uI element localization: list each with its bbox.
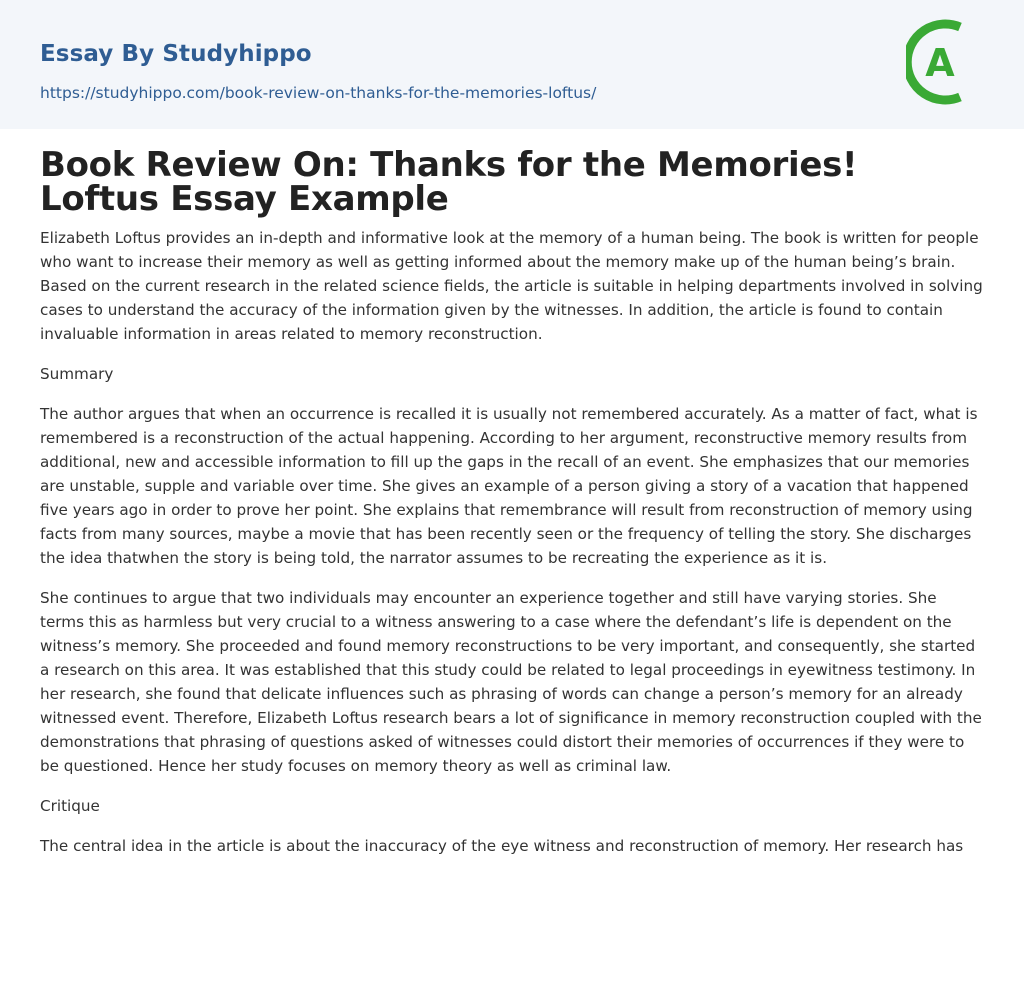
critique-paragraph: The central idea in the article is about the inaccuracy of the eye witness and reconstruction of memory. Her research has (40, 837, 964, 855)
summary-paragraph-2: She continues to argue that two individuals may encounter an experience together and still have varying stories. She terms this as harmless but very crucial to a witness answering to a case where the defendant’s life is dependent on the witness’s memory. She proceeded and found memory reconstructions to be very important, and consequently, she started a research on this area. It was established that this study could be related to legal proceedings in eyewitness testimony. In her research, she found that delicate influences such as phrasing of words can change a person’s memory for an already witnessed event. Therefore, Elizabeth Loftus research bears a lot of significance in memory reconstruction coupled with the demonstrations that phrasing of questions asked of witnesses could distort their memories of occurrences if they were to be questioned. Hence her study focuses on memory theory as well as criminal law. (40, 589, 982, 775)
site-header (0, 0, 1024, 129)
page-url-link[interactable]: https://studyhippo.com/book-review-on-thanks-for-the-memories-loftus/ (40, 84, 597, 102)
logo-letter: A (925, 41, 955, 85)
section-heading-critique: Critique (40, 797, 100, 815)
studyhippo-logo-icon[interactable] (906, 18, 990, 106)
summary-paragraph-1: The author argues that when an occurrence is recalled it is usually not remembered accurately. As a matter of fact, what is remembered is a reconstruction of the actual happening. According to her argument, reconstructive memory results from additional, new and accessible information to fill up the gaps in the recall of an event. She emphasizes that our memories are unstable, supple and variable over time. She gives an example of a person giving a story of a vacation that happened five years ago in order to prove her point. She explains that remembrance will result from reconstruction of memory using facts from many sources, maybe a movie that has been recently seen or the frequency of telling the story. She discharges the idea thatwhen the story is being told, the narrator assumes to be recreating the experience as it is. (40, 405, 978, 567)
intro-paragraph: Elizabeth Loftus provides an in-depth and informative look at the memory of a human being. The book is written for people who want to increase their memory as well as getting informed about the memory make up of the human being’s brain. Based on the current research in the related science fields, the article is suitable in helping departments involved in solving cases to understand the accuracy of the information given by the witnesses. In addition, the article is found to contain invaluable information in areas related to memory reconstruction. (40, 229, 983, 343)
article (0, 145, 1024, 858)
page-title: Book Review On: Thanks for the Memories! Loftus Essay Example (40, 145, 858, 219)
section-heading-summary: Summary (40, 365, 114, 383)
site-brand[interactable]: Essay By Studyhippo (40, 41, 312, 67)
